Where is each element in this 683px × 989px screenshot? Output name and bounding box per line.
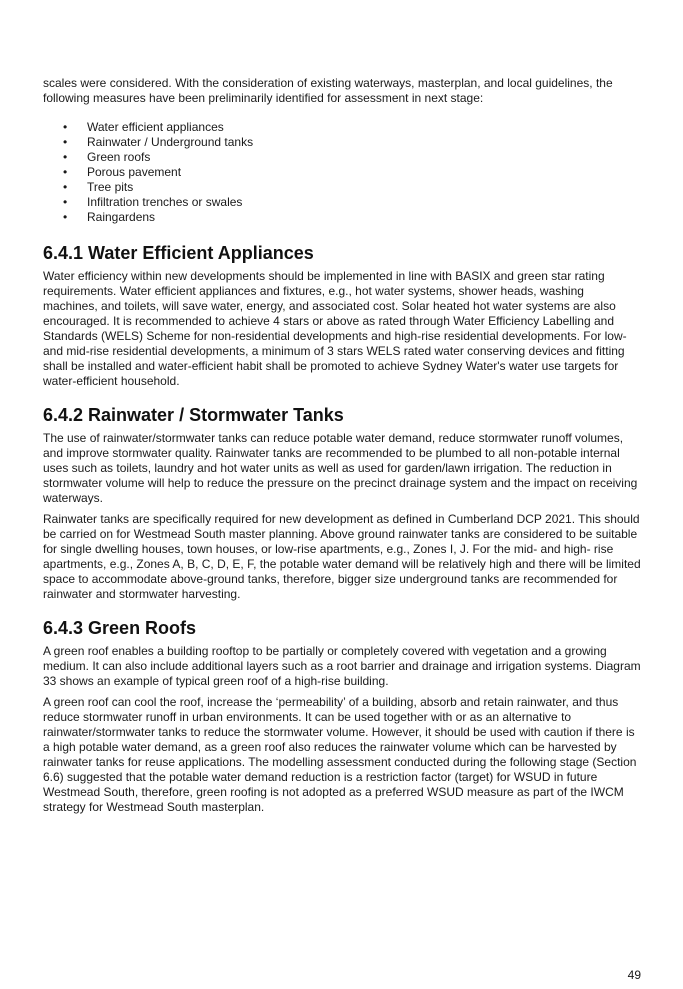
intro-paragraph: scales were considered. With the consideration of existing waterways, masterplan, and local guidelines, the following measures have been preliminarily identified for assessment in next stage:: [43, 76, 613, 105]
section-paragraph: A green roof can cool the roof, increase the ‘permeability’ of a building, absorb and retain rainwater, and thus reduce stormwater runoff in urban environments. It can be used together with or as an alternative to rainwater/stormwater tanks to reduce the stormwater volume. However, it should be used with caution if there is a high potable water demand, as a green roof also reduces the rainwater volume which can be harvested by rainwater tanks for reuse applications. The modelling assessment conducted during the following stage (Section 6.6) suggested that the potable water demand reduction is a restriction factor (target) for WSUD in future Westmead South, therefore, green roofing is not adopted as a preferred WSUD measure as part of the IWCM strategy for Westmead South masterplan.: [43, 695, 637, 814]
list-item: • Rainwater / Underground tanks: [43, 135, 641, 150]
section-heading-green-roofs: 6.4.3 Green Roofs: [43, 618, 197, 638]
section-paragraph: The use of rainwater/stormwater tanks can reduce potable water demand, reduce stormwater runoff volumes, and improve stormwater quality. Rainwater tanks are recommended to be plumbed to all non-potable internal uses such as toilets, laundry and hot water units as well as used for garden/lawn irrigation. The reduction in stormwater volume will help to reduce the pressure on the precinct drainage system and the impact on receiving waterways.: [43, 431, 638, 505]
section-paragraph: Water efficiency within new developments should be implemented in line with BASIX and green star rating requirements. Water efficient appliances and fixtures, e.g., hot water systems, shower heads, washing machines, and toilets, will save water, energy, and associated cost. Solar heated hot water systems are also encouraged. It is recommended to achieve 4 stars or above as rated through Water Efficiency Labelling and Standards (WELS) Scheme for non-residential developments and high-rise residential developments. For low- and mid-rise residential developments, a minimum of 3 stars WELS rated water conserving devices and fitting shall be installed and water-efficient habit shall be promoted to achieve Sydney Water's water use targets for water-efficient household.: [43, 269, 627, 388]
measures-list: [43, 120, 641, 225]
list-item: • Green roofs: [43, 150, 641, 165]
list-item: • Infiltration trenches or swales: [43, 195, 641, 210]
section-heading-water-efficient-appliances: 6.4.1 Water Efficient Appliances: [43, 243, 314, 263]
list-item: • Water efficient appliances: [43, 120, 641, 135]
section-heading-rainwater-tanks: 6.4.2 Rainwater / Stormwater Tanks: [43, 405, 344, 425]
list-item: • Tree pits: [43, 180, 641, 195]
page-number: 49: [627, 968, 641, 982]
section-paragraph: Rainwater tanks are specifically required for new development as defined in Cumberland DCP 2021. This should be carried on for Westmead South master planning. Above ground rainwater tanks are considered to be suitable for single dwelling houses, town houses, or low-rise apartments, e.g., Zones I, J. For the mid- and high- rise apartments, e.g., Zones A, B, C, D, E, F, the potable water demand will be relatively high and there will be limited space to accommodate above-ground tanks, therefore, bigger size underground tanks are recommended for rainwater and stormwater harvesting.: [43, 512, 641, 601]
list-item: • Porous pavement: [43, 165, 641, 180]
section-paragraph: A green roof enables a building rooftop to be partially or completely covered with vegetation and a growing medium. It can also include additional layers such as a root barrier and drainage and irrigation systems. Diagram 33 shows an example of typical green roof of a high-rise building.: [43, 644, 641, 688]
list-item: • Raingardens: [43, 210, 641, 225]
document-page: [43, 76, 641, 815]
